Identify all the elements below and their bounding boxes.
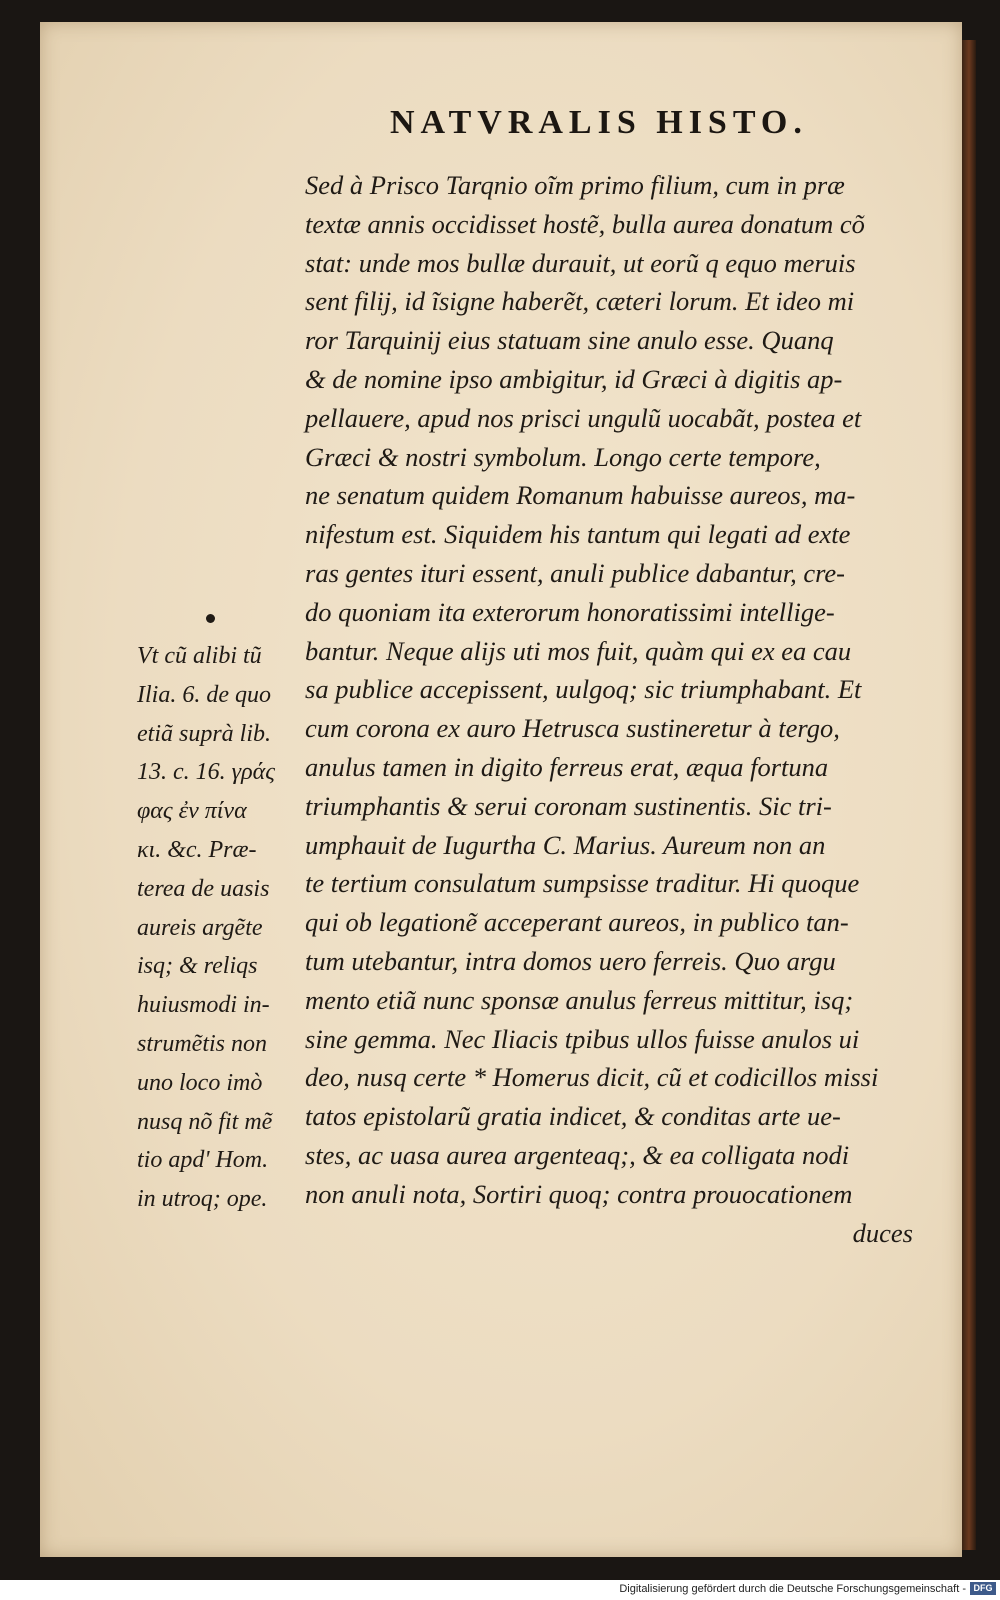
text-line: & de nomine ipso ambigitur, id Græci à digitis ap- (305, 363, 843, 394)
margin-note-line: uno loco imò (137, 1069, 263, 1096)
margin-note (137, 637, 307, 1219)
text-line: ror Tarquinij eius statuam sine anulo esse. Quanq (305, 325, 834, 356)
margin-note-line: Ilia. 6. de quo (137, 681, 271, 708)
text-line: sine gemma. Nec Iliacis tpibus ullos fuisse anulos ui (305, 1023, 860, 1054)
text-line: umphauit de Iugurtha C. Marius. Aureum non an (305, 829, 826, 860)
text-line: sa publice accepissent, uulgoq; sic triumphabant. Et (305, 674, 862, 705)
main-text-block (305, 166, 915, 1252)
text-line: Sed à Prisco Tarqnio oĩm primo filium, cum in præ (305, 170, 845, 200)
book-edge (962, 40, 976, 1550)
margin-note-line: isq; & reliqs (137, 953, 258, 980)
margin-note-line: κι. &c. Præ- (137, 836, 257, 863)
margin-note-line: etiã suprà lib. (137, 720, 272, 747)
catchword: duces (852, 1217, 913, 1248)
margin-note-line: terea de uasis (137, 875, 270, 902)
text-line: bantur. Neque alijs uti mos fuit, quàm qui ex ea cau (305, 635, 852, 666)
text-line: triumphantis & serui coronam sustinentis. Sic tri- (305, 790, 832, 821)
marginal-marker-dot (206, 614, 215, 623)
margin-note-line: nusq nõ fit mẽ (137, 1108, 273, 1135)
margin-note-line: tio apd' Hom. (137, 1147, 269, 1174)
text-line: ras gentes ituri essent, anuli publice dabantur, cre- (305, 557, 846, 588)
margin-note-line: aureis argẽte (137, 914, 263, 941)
text-line: nifestum est. Siquidem his tantum qui legati ad exte (305, 519, 851, 550)
text-line: Græci & nostri symbolum. Longo certe tempore, (305, 441, 821, 472)
margin-note-line: φας ἐν πίνα (137, 798, 247, 825)
text-line: tum utebantur, intra domos uero ferreis. Quo argu (305, 945, 836, 976)
margin-note-line: huiusmodi in- (137, 992, 270, 1019)
text-line: tatos epistolarũ gratia indicet, & conditas arte ue- (305, 1101, 841, 1132)
text-line: stes, ac uasa aurea argenteaq;, & ea colligata nodi (305, 1139, 850, 1170)
running-head: NATVRALIS HISTO. (390, 104, 808, 141)
text-line: qui ob legationẽ acceperant aureos, in publico tan- (305, 907, 849, 938)
text-line: te tertium consulatum sumpsisse traditur. Hi quoque (305, 868, 860, 899)
text-line: textæ annis occidisset hostẽ, bulla aurea donatum cõ (305, 208, 865, 239)
margin-note-line: 13. c. 16. γράς (137, 759, 275, 786)
text-line: sent filij, id ĩsigne haberẽt, cæteri lorum. Et ideo mi (305, 286, 855, 317)
text-line: pellauere, apud nos prisci ungulũ uocabãt, postea et (305, 402, 862, 433)
text-line: cum corona ex auro Hetrusca sustineretur à tergo, (305, 713, 840, 744)
margin-note-line: Vt cũ alibi tũ (137, 643, 262, 669)
text-line: deo, nusq certe * Homerus dicit, cũ et codicillos missi (305, 1062, 879, 1093)
dfg-logo: DFG (970, 1582, 996, 1595)
text-line: ne senatum quidem Romanum habuisse aureos, ma- (305, 480, 856, 511)
footer-credit: Digitalisierung gefördert durch die Deutsche Forschungsgemeinschaft - (619, 1583, 966, 1595)
margin-note-line: strumẽtis non (137, 1030, 268, 1057)
text-line: do quoniam ita exterorum honoratissimi intellige- (305, 596, 835, 627)
text-line: non anuli nota, Sortiri quoq; contra prouocationem (305, 1178, 853, 1209)
text-line: stat: unde mos bullæ durauit, ut eorũ q equo meruis (305, 247, 856, 278)
text-line: anulus tamen in digito ferreus erat, æqua fortuna (305, 751, 829, 782)
margin-note-line: in utroq; ope. (137, 1186, 268, 1213)
text-line: mento etiã nunc sponsæ anulus ferreus mittitur, isq; (305, 984, 854, 1015)
